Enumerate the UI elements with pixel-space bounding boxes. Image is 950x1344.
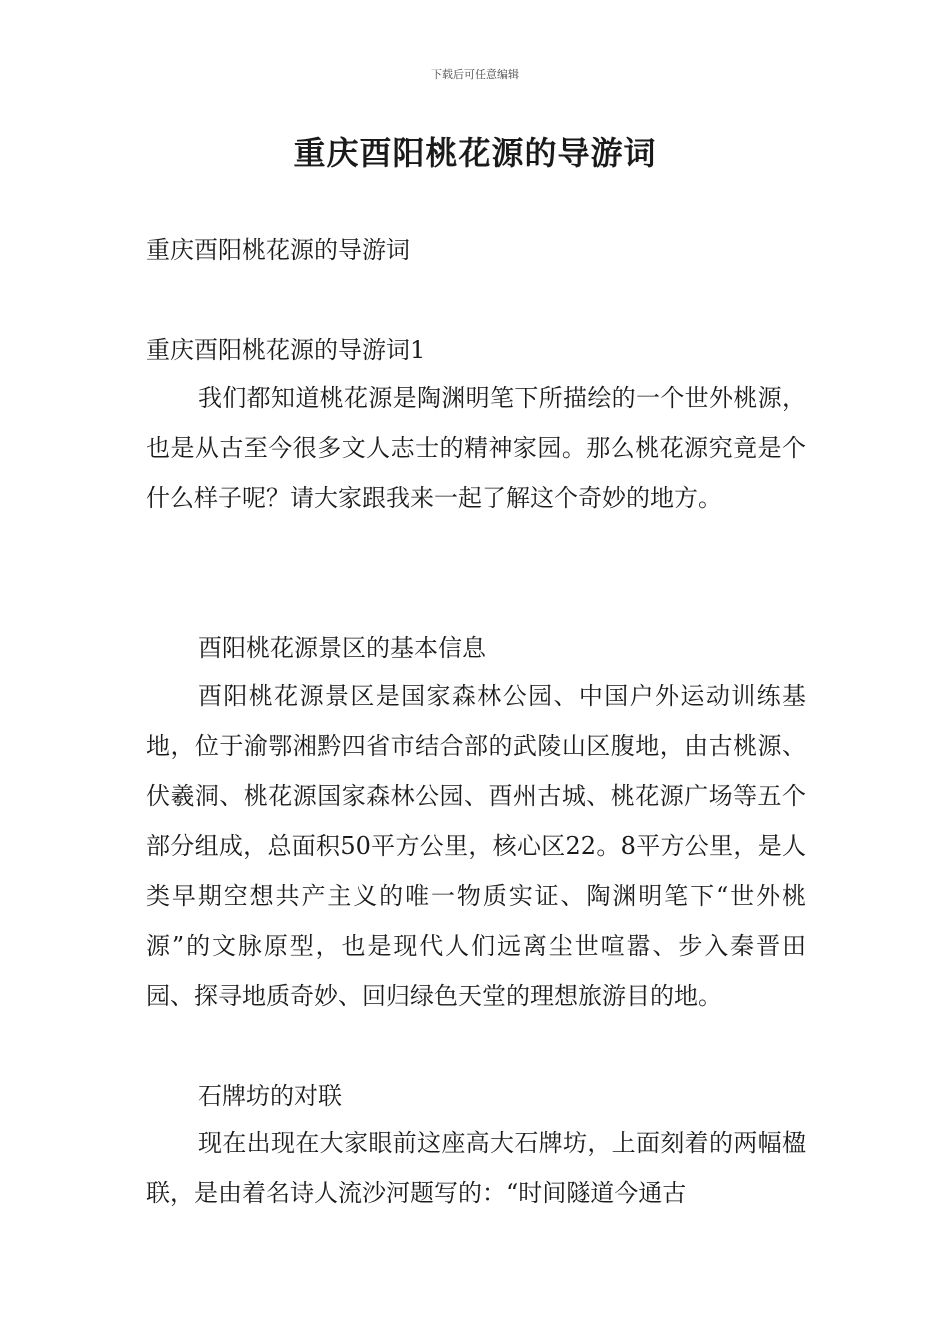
paragraph-intro: 我们都知道桃花源是陶渊明笔下所描绘的一个世外桃源，也是从古至今很多文人志士的精神家园。那么桃花源究竟是个什么样子呢？请大家跟我来一起了解这个奇妙的地方。 <box>146 384 806 512</box>
section-heading-2: 酉阳桃花源景区的基本信息 <box>198 634 486 662</box>
paragraph-basic-info: 酉阳桃花源景区是国家森林公园、中国户外运动训练基地，位于渝鄂湘黔四省市结合部的武陵山区腹地，由古桃源、伏羲洞、桃花源国家森林公园、酉州古城、桃花源广场等五个部分组成，总面积50平方公里，核心区22。8平方公里，是人类早期空想共产主义的唯一物质实证、陶渊明笔下“世外桃源”的文脉原型，也是现代人们远离尘世喧嚣、步入秦晋田园、探寻地质奇妙、回归绿色天堂的理想旅游目的地。 <box>146 682 806 1010</box>
section-heading-3: 石牌坊的对联 <box>198 1082 342 1110</box>
paragraph-stone-arch: 现在出现在大家眼前这座高大石牌坊，上面刻着的两幅楹联，是由着名诗人流沙河题写的：“时间隧道今通古 <box>146 1129 806 1207</box>
document-title: 重庆酉阳桃花源的导游词 <box>293 134 657 172</box>
document-subtitle: 重庆酉阳桃花源的导游词 <box>146 236 410 264</box>
section-heading-1: 重庆酉阳桃花源的导游词1 <box>146 336 426 364</box>
header-note: 下载后可任意编辑 <box>431 68 519 81</box>
